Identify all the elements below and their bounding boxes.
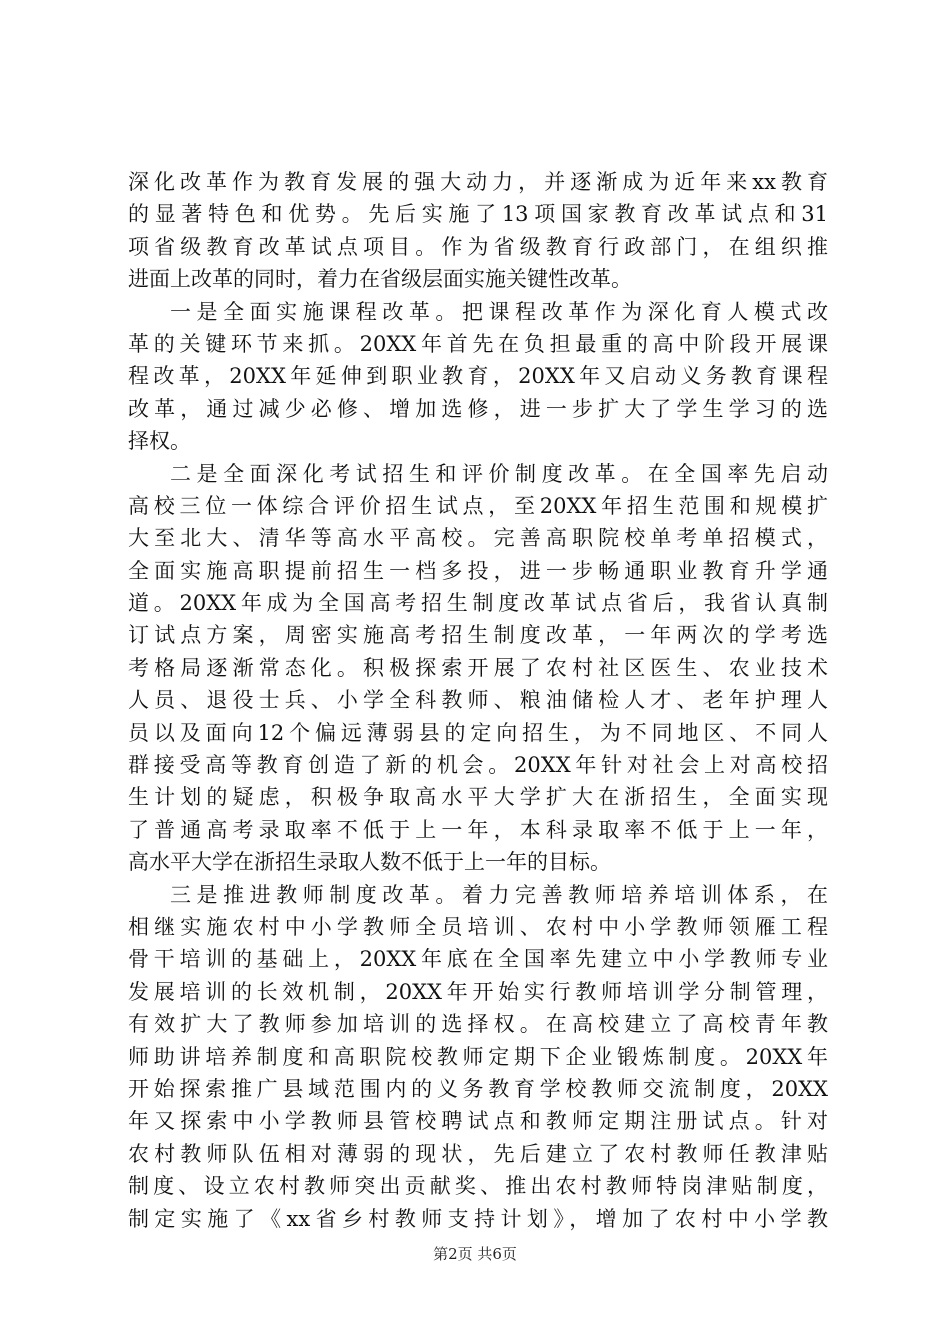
text-line: 革的关键环节来抓。20XX年首先在负担最重的高中阶段开展课	[128, 331, 828, 356]
text-line: 订试点方案，周密实施高考招生制度改革，一年两次的学考选	[128, 623, 828, 648]
text-line: 制度、设立农村教师突出贡献奖、推出农村教师特岗津贴制度，	[128, 1174, 828, 1199]
text-line: 全面实施高职提前招生一档多投，进一步畅通职业教育升学通	[128, 558, 828, 583]
text-line: 道。20XX年成为全国高考招生制度改革试点省后，我省认真制	[128, 591, 828, 616]
text-line: 考格局逐渐常态化。积极探索开展了农村社区医生、农业技术	[128, 655, 828, 680]
text-line: 高水平大学在浙招生录取人数不低于上一年的目标。	[128, 850, 611, 875]
document-body	[128, 166, 828, 1235]
text-line: 人员、退役士兵、小学全科教师、粮油储检人才、老年护理人	[128, 688, 828, 713]
paragraph-first-line: 三是推进教师制度改革。着力完善教师培养培训体系，在	[170, 882, 828, 907]
text-line: 改革，通过减少必修、增加选修，进一步扩大了学生学习的选	[128, 396, 828, 421]
text-line: 高校三位一体综合评价招生试点，至20XX年招生范围和规模扩	[128, 493, 828, 518]
text-line: 大至北大、清华等高水平高校。完善高职院校单考单招模式，	[128, 526, 828, 551]
text-line: 群接受高等教育创造了新的机会。20XX年针对社会上对高校招	[128, 753, 828, 778]
text-line: 深化改革作为教育发展的强大动力，并逐渐成为近年来xx教育	[128, 170, 828, 194]
text-line: 师助讲培养制度和高职院校教师定期下企业锻炼制度。20XX年	[128, 1044, 828, 1069]
text-line: 生计划的疑虑，积极争取高水平大学扩大在浙招生，全面实现	[128, 785, 828, 810]
text-line: 农村教师队伍相对薄弱的现状，先后建立了农村教师任教津贴	[128, 1141, 828, 1166]
text-line: 择权。	[128, 429, 191, 454]
text-line: 项省级教育改革试点项目。作为省级教育行政部门，在组织推	[128, 234, 828, 259]
text-line: 开始探索推广县域范围内的义务教育学校教师交流制度，20XX	[128, 1076, 828, 1101]
text-line: 发展培训的长效机制，20XX年开始实行教师培训学分制管理，	[128, 979, 828, 1004]
text-line: 制定实施了《xx省乡村教师支持计划》，增加了农村中小学教	[128, 1206, 828, 1231]
paragraph-first-line: 一是全面实施课程改革。把课程改革作为深化育人模式改	[170, 299, 828, 324]
text-line: 程改革，20XX年延伸到职业教育，20XX年又启动义务教育课程	[128, 364, 828, 389]
text-line: 的显著特色和优势。先后实施了13项国家教育改革试点和31	[128, 202, 828, 227]
page-number-footer: 第2页 共6页	[433, 1245, 517, 1263]
text-line: 了普通高考录取率不低于上一年，本科录取率不低于上一年，	[128, 817, 828, 842]
text-line: 进面上改革的同时，着力在省级层面实施关键性改革。	[128, 267, 632, 292]
text-line: 年又探索中小学教师县管校聘试点和教师定期注册试点。针对	[128, 1109, 828, 1134]
text-line: 有效扩大了教师参加培训的选择权。在高校建立了高校青年教	[128, 1012, 828, 1037]
text-line: 相继实施农村中小学教师全员培训、农村中小学教师领雁工程	[128, 914, 828, 939]
text-line: 骨干培训的基础上，20XX年底在全国率先建立中小学教师专业	[128, 947, 828, 972]
paragraph-first-line: 二是全面深化考试招生和评价制度改革。在全国率先启动	[170, 461, 828, 486]
text-line: 员以及面向12个偏远薄弱县的定向招生，为不同地区、不同人	[128, 720, 828, 745]
